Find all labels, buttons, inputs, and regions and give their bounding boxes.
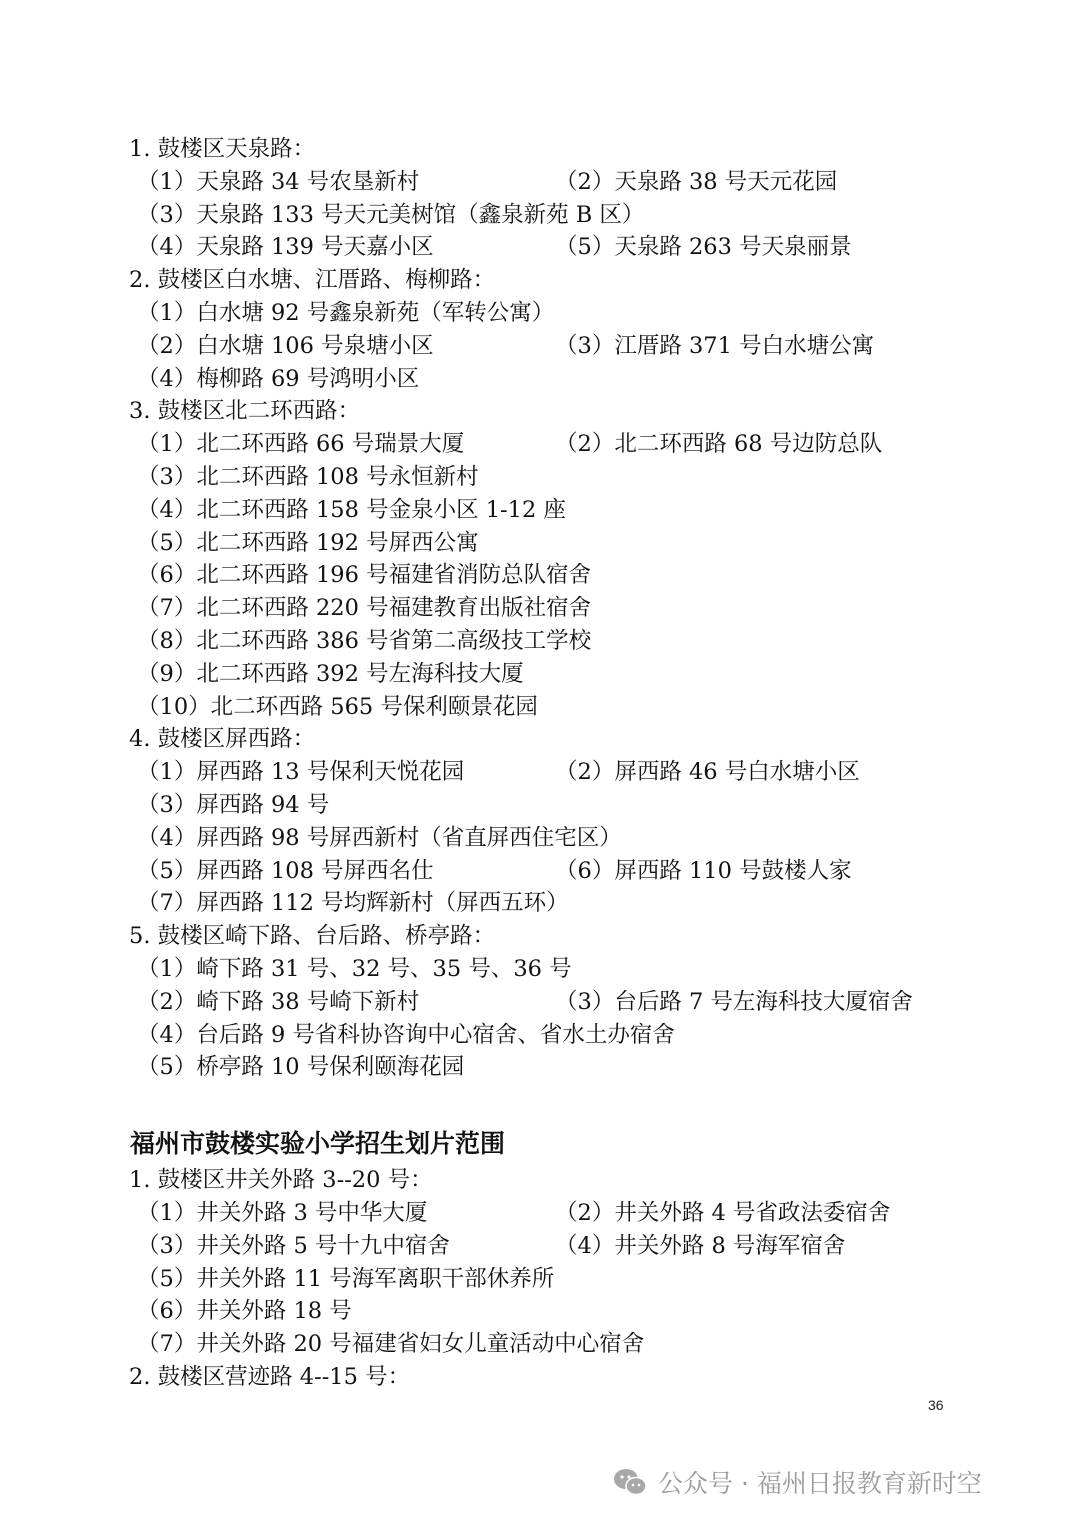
list-item-right: （2）屏西路 46 号白水塘小区	[555, 759, 860, 786]
list-item-left: （1）白水塘 92 号鑫泉新苑（军转公寓）	[137, 299, 555, 326]
footer-text: 公众号 · 福州日报教育新时空	[658, 1469, 982, 1498]
list-item	[0, 625, 1080, 658]
list-heading: 1. 鼓楼区井关外路 3--20 号：	[129, 1167, 433, 1194]
list-item-left: （5）屏西路 108 号屏西名仕	[137, 857, 434, 884]
list-item	[0, 1019, 1080, 1052]
wechat-footer	[612, 1462, 982, 1502]
list-item-left: （1）井关外路 3 号中华大厦	[137, 1199, 428, 1226]
list-item	[0, 986, 1080, 1019]
list-item	[0, 1295, 1080, 1328]
list-item	[0, 297, 1080, 330]
list-item-left: （5）桥亭路 10 号保利颐海花园	[137, 1054, 465, 1081]
list-item	[0, 494, 1080, 527]
list-item-left: （1）天泉路 34 号农垦新村	[137, 168, 420, 195]
list-heading: 1. 鼓楼区天泉路：	[129, 136, 316, 162]
list-item-left: （2）白水塘 106 号泉塘小区	[137, 332, 434, 359]
list-item-left: （6）北二环西路 196 号福建省消防总队宿舍	[137, 562, 592, 589]
list-heading: 2. 鼓楼区营迹路 4--15 号：	[129, 1363, 411, 1390]
list-item-right: （4）井关外路 8 号海军宿舍	[555, 1232, 846, 1259]
section-1-list	[0, 133, 1080, 1084]
list-item-left: （4）天泉路 139 号天嘉小区	[137, 234, 434, 261]
list-heading: 5. 鼓楼区崎下路、台后路、桥亭路：	[129, 923, 496, 950]
list-item-left: （3）天泉路 133 号天元美树馆（鑫泉新苑 B 区）	[137, 201, 645, 228]
list-item-left: （4）北二环西路 158 号金泉小区 1-12 座	[137, 496, 566, 523]
list-item-left: （8）北二环西路 386 号省第二高级技工学校	[137, 627, 592, 654]
section-2-list	[0, 1164, 1080, 1394]
list-item	[0, 658, 1080, 691]
list-item	[0, 822, 1080, 855]
list-item	[0, 166, 1080, 199]
list-heading: 4. 鼓楼区屏西路：	[129, 726, 316, 753]
list-item	[0, 527, 1080, 560]
list-item-right: （2）井关外路 4 号省政法委宿舍	[555, 1199, 891, 1226]
list-item-right: （5）天泉路 263 号天泉丽景	[555, 234, 852, 261]
list-item-left: （7）北二环西路 220 号福建教育出版社宿舍	[137, 595, 592, 622]
list-item-right: （3）江厝路 371 号白水塘公寓	[555, 332, 875, 359]
list-item	[0, 691, 1080, 724]
list-item	[0, 1328, 1080, 1361]
list-item	[0, 953, 1080, 986]
list-item	[0, 559, 1080, 592]
section-title: 福州市鼓楼实验小学招生划片范围	[130, 1129, 506, 1159]
list-item	[0, 756, 1080, 789]
list-heading: 3. 鼓楼区北二环西路：	[129, 398, 361, 425]
list-item-left: （2）崎下路 38 号崎下新村	[137, 988, 420, 1015]
list-item-left: （3）井关外路 5 号十九中宿舍	[137, 1232, 450, 1259]
list-item-left: （1）北二环西路 66 号瑞景大厦	[137, 431, 465, 458]
list-item	[0, 1051, 1080, 1084]
list-item-left: （6）井关外路 18 号	[137, 1298, 352, 1325]
list-item-left: （10）北二环西路 565 号保利颐景花园	[137, 693, 538, 720]
list-item	[0, 461, 1080, 494]
list-item-left: （3）屏西路 94 号	[137, 791, 330, 818]
list-item-left: （3）北二环西路 108 号永恒新村	[137, 463, 479, 490]
list-item-left: （4）屏西路 98 号屏西新村（省直屏西住宅区）	[137, 824, 622, 851]
list-item	[0, 1263, 1080, 1296]
list-item-left: （1）崎下路 31 号、32 号、35 号、36 号	[137, 955, 572, 982]
list-item-left: （9）北二环西路 392 号左海科技大厦	[137, 660, 524, 687]
list-item-left: （7）井关外路 20 号福建省妇女儿童活动中心宿舍	[137, 1331, 645, 1358]
list-item-left: （5）北二环西路 192 号屏西公寓	[137, 529, 479, 556]
list-item	[0, 855, 1080, 888]
document-body	[0, 133, 1080, 1394]
list-item-left: （1）屏西路 13 号保利天悦花园	[137, 759, 465, 786]
list-item	[0, 363, 1080, 396]
list-item	[0, 1230, 1080, 1263]
list-item	[0, 231, 1080, 264]
list-item	[0, 1197, 1080, 1230]
list-item	[0, 592, 1080, 625]
list-item-left: （4）台后路 9 号省科协咨询中心宿舍、省水土办宿舍	[137, 1021, 675, 1048]
list-item	[0, 330, 1080, 363]
list-item	[0, 428, 1080, 461]
page-number: 36	[928, 1397, 944, 1413]
list-heading: 2. 鼓楼区白水塘、江厝路、梅柳路：	[129, 267, 496, 294]
list-item	[0, 887, 1080, 920]
list-item-right: （2）天泉路 38 号天元花园	[555, 168, 838, 195]
wechat-icon	[612, 1467, 648, 1497]
list-item-left: （4）梅柳路 69 号鸿明小区	[137, 365, 420, 392]
list-item	[0, 789, 1080, 822]
list-item-left: （5）井关外路 11 号海军离职干部休养所	[137, 1265, 555, 1292]
list-item	[0, 199, 1080, 232]
list-item-right: （2）北二环西路 68 号边防总队	[555, 431, 883, 458]
list-item-right: （3）台后路 7 号左海科技大厦宿舍	[555, 988, 913, 1015]
list-item-right: （6）屏西路 110 号鼓楼人家	[555, 857, 852, 884]
section-gap	[0, 1084, 1080, 1124]
list-item-left: （7）屏西路 112 号均辉新村（屏西五环）	[137, 890, 569, 917]
